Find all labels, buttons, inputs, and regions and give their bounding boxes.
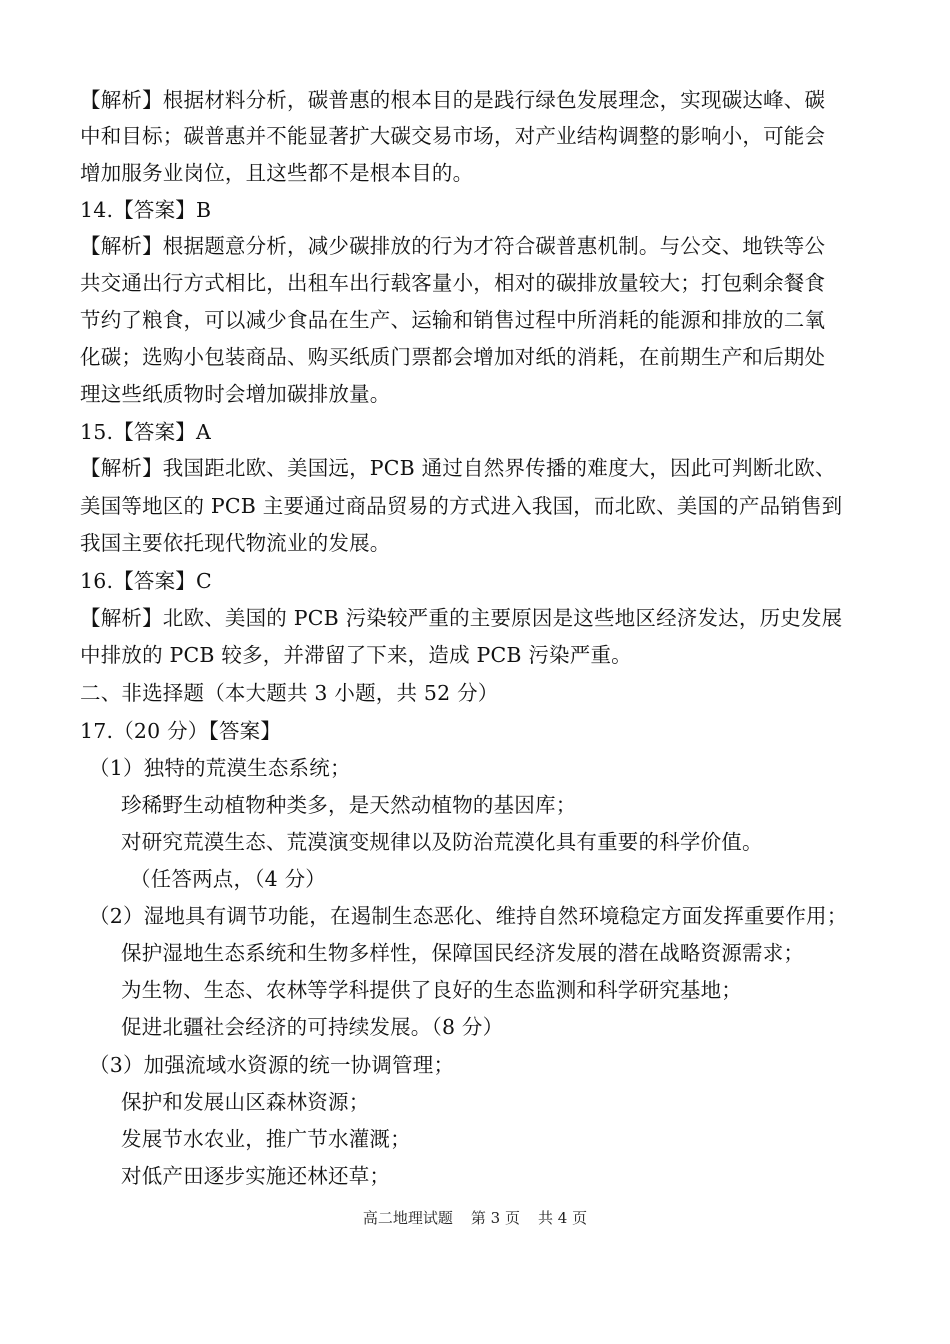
section-heading: 二、非选择题（本大题共 3 小题，共 52 分） [80,681,499,705]
text-line: 【解析】我国距北欧、美国远，PCB 通过自然界传播的难度大，因此可判断北欧、 [80,456,836,480]
answer-heading: 16.【答案】C [80,569,212,593]
text-line: 节约了粮食，可以减少食品在生产、运输和销售过程中所消耗的能源和排放的二氧 [80,308,826,332]
sub-question-answer: （3）加强流域水资源的统一协调管理； [89,1053,455,1077]
text-line: 美国等地区的 PCB 主要通过商品贸易的方式进入我国，而北欧、美国的产品销售到 [80,494,843,518]
text-line: 化碳；选购小包装商品、购买纸质门票都会增加对纸的消耗，在前期生产和后期处 [80,345,826,369]
sub-question-answer: （2）湿地具有调节功能，在遏制生态恶化、维持自然环境稳定方面发挥重要作用； [89,904,848,928]
answer-point: 珍稀野生动植物种类多，是天然动植物的基因库； [121,793,577,817]
answer-point: 保护和发展山区森林资源； [121,1090,370,1114]
score-note: （任答两点，（4 分） [130,867,327,891]
page-footer [0,1206,950,1230]
answer-heading: 17.（20 分）【答案】 [80,719,282,743]
text-line: 我国主要依托现代物流业的发展。 [80,531,391,555]
answer-heading: 14.【答案】B [80,198,212,222]
answer-point: 发展节水农业，推广节水灌溉； [121,1127,411,1151]
text-line: 理这些纸质物时会增加碳排放量。 [80,382,391,406]
footer-total-pages: 共 4 页 [538,1209,588,1227]
text-line: 共交通出行方式相比，出租车出行载客量小，相对的碳排放量较大；打包剩余餐食 [80,271,826,295]
text-line: 中排放的 PCB 较多，并滞留了下来，造成 PCB 污染严重。 [80,643,632,667]
answer-point: 对低产田逐步实施还林还草； [121,1164,391,1188]
text-line: 增加服务业岗位，且这些都不是根本目的。 [80,161,474,185]
text-line: 【解析】根据材料分析，碳普惠的根本目的是践行绿色发展理念，实现碳达峰、碳 [80,88,826,112]
sub-question-answer: （1）独特的荒漠生态系统； [89,756,351,780]
footer-subject: 高二地理试题 [362,1209,453,1227]
answer-heading: 15.【答案】A [80,420,212,444]
answer-point: 保护湿地生态系统和生物多样性，保障国民经济发展的潜在战略资源需求； [121,941,805,965]
text-line: 【解析】北欧、美国的 PCB 污染较严重的主要原因是这些地区经济发达，历史发展 [80,606,843,630]
text-line: 【解析】根据题意分析，减少碳排放的行为才符合碳普惠机制。与公交、地铁等公 [80,234,826,258]
answer-point: 对研究荒漠生态、荒漠演变规律以及防治荒漠化具有重要的科学价值。 [121,830,763,854]
footer-page-number: 第 3 页 [470,1209,520,1227]
text-line: 中和目标；碳普惠并不能显著扩大碳交易市场，对产业结构调整的影响小，可能会 [80,124,826,148]
answer-point: 为生物、生态、农林等学科提供了良好的生态监测和科学研究基地； [121,978,742,1002]
answer-point: 促进北疆社会经济的可持续发展。（8 分） [121,1015,504,1039]
